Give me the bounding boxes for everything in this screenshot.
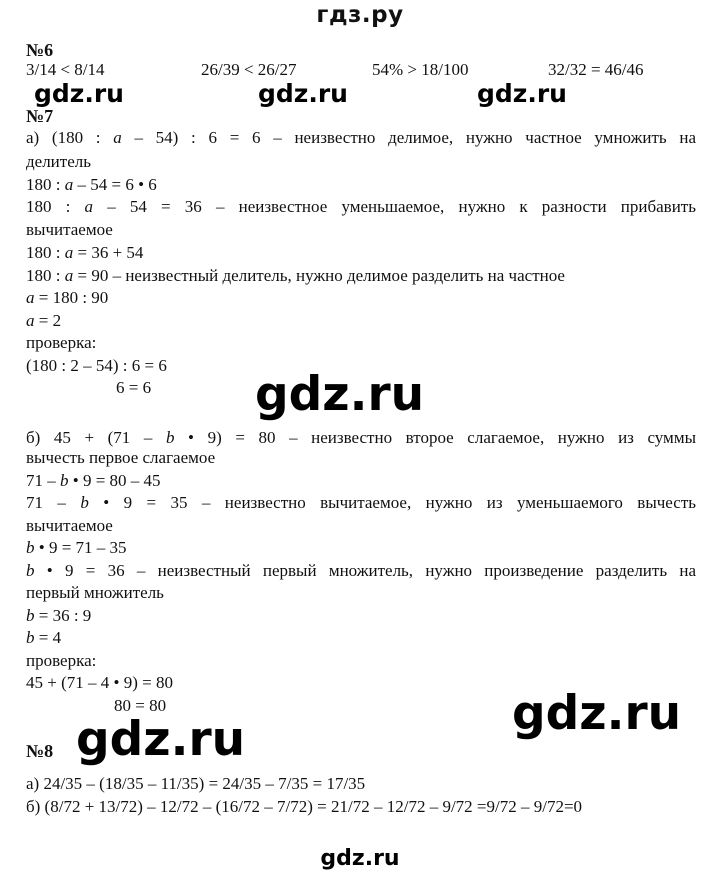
task7b-line: 71 – b • 9 = 35 – неизвестно вычитаемое, нужно из уменьшаемого вычесть	[26, 493, 697, 512]
task7a-line: проверка:	[26, 333, 97, 352]
task7a-line: a = 2	[26, 311, 62, 330]
watermark: gdz.ru	[76, 712, 246, 767]
task6-item-2: 26/39 < 26/27	[201, 60, 297, 79]
task7b-line: b • 9 = 36 – неизвестный первый множитель, нужно произведение разделить на	[26, 561, 696, 580]
watermark: gdz.ru	[512, 686, 682, 741]
task7a-line: 180 : a – 54 = 36 – неизвестное уменьшаемое, нужно к разности прибавить	[26, 197, 696, 216]
task7a-line: 180 : a – 54 = 6 • 6	[26, 175, 157, 194]
task6-item-3: 54% > 18/100	[372, 60, 469, 79]
task7a-line: вычитаемое	[26, 220, 113, 239]
task7b-line: б) 45 + (71 – b • 9) = 80 – неизвестно второе слагаемое, нужно из суммы	[26, 428, 696, 447]
task7a-line: (180 : 2 – 54) : 6 = 6	[26, 356, 167, 375]
watermark-footer: gdz.ru	[320, 846, 400, 871]
task7b-line: 80 = 80	[114, 696, 167, 715]
task7a-line: а) (180 : a – 54) : 6 = 6 – неизвестно делимое, нужно частное умножить на	[26, 128, 697, 147]
task7b-line: первый множитель	[26, 583, 164, 602]
watermark: gdz.ru	[258, 79, 348, 108]
task7b-line: 71 – b • 9 = 80 – 45	[26, 471, 161, 490]
task7a-line: a = 180 : 90	[26, 288, 109, 307]
task7a-line: 6 = 6	[116, 378, 152, 397]
task7a-line: 180 : a = 36 + 54	[26, 243, 144, 262]
watermark: gdz.ru	[34, 79, 124, 108]
watermark: gdz.ru	[477, 79, 567, 108]
task7b-line: вычитаемое	[26, 516, 113, 535]
task6-row	[26, 60, 706, 80]
task7-heading: №7	[26, 106, 54, 126]
task7b-line: вычесть первое слагаемое	[26, 448, 216, 467]
task7b-line: проверка:	[26, 651, 97, 670]
task8-heading: №8	[26, 741, 54, 761]
task6-item-4: 32/32 = 46/46	[548, 60, 644, 79]
task7b-line: b = 36 : 9	[26, 606, 92, 625]
watermark: gdz.ru	[255, 367, 425, 422]
task6-heading: №6	[26, 40, 54, 60]
task7b-line: b • 9 = 71 – 35	[26, 538, 127, 557]
task7a-line: делитель	[26, 152, 91, 171]
task7a-line: 180 : a = 90 – неизвестный делитель, нужно делимое разделить на частное	[26, 266, 565, 285]
task8-line-b: б) (8/72 + 13/72) – 12/72 – (16/72 – 7/72) = 21/72 – 12/72 – 9/72 =9/72 – 9/72=0	[26, 797, 583, 816]
task8-line-a: а) 24/35 – (18/35 – 11/35) = 24/35 – 7/35 = 17/35	[26, 774, 366, 793]
task6-item-1: 3/14 < 8/14	[26, 60, 105, 79]
site-title: гдз.ру	[316, 2, 404, 28]
task7b-line: 45 + (71 – 4 • 9) = 80	[26, 673, 173, 692]
task7b-line: b = 4	[26, 628, 62, 647]
